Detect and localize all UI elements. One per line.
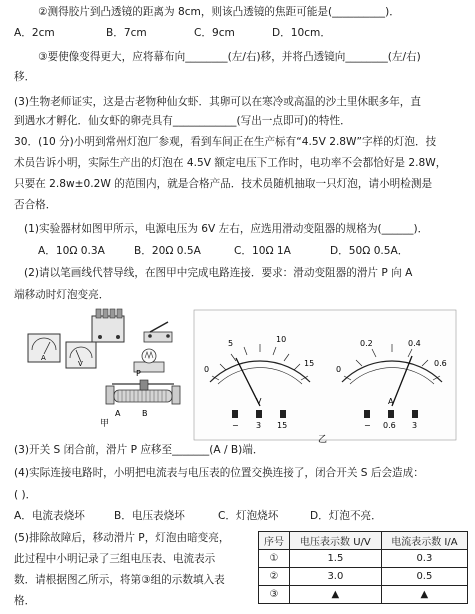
amp-term-3: 3 xyxy=(412,421,418,430)
pin-a-label: A xyxy=(115,409,121,418)
rheostat-device xyxy=(106,369,180,418)
option-b: B．7cm xyxy=(106,27,147,39)
ammeter-letter: A xyxy=(41,354,46,362)
q30-part3: (3)开关 S 闭合前，滑片 P 应移至_______(A / B)端． xyxy=(14,444,264,456)
pin-b-label: B xyxy=(142,409,148,418)
p4-option-b: B．电压表烧坏 xyxy=(114,510,185,522)
q-image-enlarge-cont: 移． xyxy=(14,71,36,83)
q30-part5-a: (5)排除故障后，移动滑片 P，灯泡由暗变亮， xyxy=(14,532,230,544)
q-fairy-shrimp-line: (3)生物老师证实，这是古老物种仙女虾．其卵可以在寒冷或高温的沙土里休眠多年，直 xyxy=(14,96,421,108)
table-cell: ② xyxy=(259,568,290,586)
q30-part2-a: (2)请以笔画线代替导线，在图甲中完成电路连接．要求：滑动变阻器的滑片 P 向 A xyxy=(24,267,413,279)
table-row xyxy=(259,586,468,604)
table-cell: ▲ xyxy=(290,586,382,604)
amp-term-neg: − xyxy=(364,421,371,430)
q-focal-length-line: ②测得胶片到凸透镜的距离为 8cm，则该凸透镜的焦距可能是(__________)． xyxy=(38,6,400,18)
volt-term-neg: − xyxy=(232,421,239,430)
q30-part2-b: 端移动时灯泡变亮． xyxy=(14,289,110,301)
table-cell: 3.0 xyxy=(290,568,382,586)
volt-term-15: 15 xyxy=(277,421,288,430)
amp-tick-0-4: 0.4 xyxy=(408,339,421,348)
option-a: A．2cm xyxy=(14,27,55,39)
battery-pack xyxy=(92,309,124,342)
figure-label-yi: 乙 xyxy=(318,435,328,445)
table-cell: 0.3 xyxy=(381,550,467,568)
p1-option-d: D．50Ω 0.5A． xyxy=(330,245,409,257)
table-cell: 1.5 xyxy=(290,550,382,568)
option-c: C．9cm xyxy=(194,27,235,39)
q30-intro-2: 术员告诉小明，实际生产出的灯泡在 4.5V 额定电压下工作时，电功率不会都恰好是 2.8W， xyxy=(14,157,447,169)
table-cell: ① xyxy=(259,550,290,568)
option-d: D．10cm． xyxy=(272,27,331,39)
volt-tick-5: 5 xyxy=(228,339,234,348)
q30-intro-4: 否合格． xyxy=(14,199,57,211)
p1-option-a: A．10Ω 0.3A xyxy=(38,245,105,257)
p4-option-a: A．电流表烧坏 xyxy=(14,510,85,522)
voltmeter-device xyxy=(66,342,96,368)
slider-p-label: P xyxy=(136,369,141,378)
amp-face-letter: A xyxy=(388,397,394,406)
volt-tick-15: 15 xyxy=(304,359,315,368)
table-header-index: 序号 xyxy=(259,532,290,550)
q30-part1: (1)实验器材如图甲所示，电源电压为 6V 左右，应选用滑动变阻器的规格为(______)． xyxy=(24,223,429,235)
table-cell: ③ xyxy=(259,586,290,604)
q30-part4-paren: ( )． xyxy=(14,489,37,501)
table-cell: ▲ xyxy=(381,586,467,604)
volt-tick-10: 10 xyxy=(276,335,287,344)
voltmeter-letter: V xyxy=(78,360,83,368)
amp-tick-0-2: 0.2 xyxy=(360,339,373,348)
figure-meter-readings xyxy=(190,306,460,446)
figure-label-jia: 甲 xyxy=(100,419,110,428)
amp-tick-0-6: 0.6 xyxy=(434,359,447,368)
p1-option-c: C．10Ω 1A xyxy=(234,245,291,257)
table-header-current: 电流表示数 I/A xyxy=(381,532,467,550)
p4-option-c: C．灯泡烧坏 xyxy=(218,510,279,522)
table-row xyxy=(259,568,468,586)
q-image-enlarge-line: ③要使像变得更大，应将幕布向________(左/右)移，并将凸透镜向________(左/右) xyxy=(38,51,421,63)
readings-table xyxy=(258,531,468,604)
q30-intro-1: 30．(10 分)小明到常州灯泡厂参观，看到车间正在生产标有“4.5V 2.8W”字样的灯泡．技 xyxy=(14,136,437,148)
table-row xyxy=(259,550,468,568)
switch-icon xyxy=(144,322,172,342)
figure-apparatus xyxy=(22,306,192,428)
table-cell: 0.5 xyxy=(381,568,467,586)
amp-tick-0: 0 xyxy=(336,365,342,374)
q30-part5-d: 格． xyxy=(14,595,36,607)
volt-tick-0: 0 xyxy=(204,365,210,374)
q-fairy-shrimp-cont: 到遇水才孵化．仙女虾的卵壳具有____________(写出一点即可)的特性． xyxy=(14,115,351,127)
q30-part5-c: 数．请根据图乙所示，将第③组的示数填入表 xyxy=(14,574,225,586)
p4-option-d: D．灯泡不亮． xyxy=(310,510,382,522)
volt-term-3: 3 xyxy=(256,421,262,430)
table-header-row xyxy=(259,532,468,550)
ammeter-device xyxy=(28,334,60,362)
p1-option-b: B．20Ω 0.5A xyxy=(134,245,201,257)
q30-part4: (4)实际连接电路时，小明把电流表与电压表的位置交换连接了，闭合开关 S 后会造成： xyxy=(14,467,424,479)
volt-face-letter: V xyxy=(256,397,262,406)
amp-term-0-6: 0.6 xyxy=(383,421,396,430)
q30-intro-3: 只要在 2.8w±0.2W 的范围内，就是合格产品．技术员随机抽取一只灯泡，请小明检测是 xyxy=(14,178,433,190)
q30-part5-b: 此过程中小明记录了三组电压表、电流表示 xyxy=(14,553,216,565)
table-header-voltage: 电压表示数 U/V xyxy=(290,532,382,550)
